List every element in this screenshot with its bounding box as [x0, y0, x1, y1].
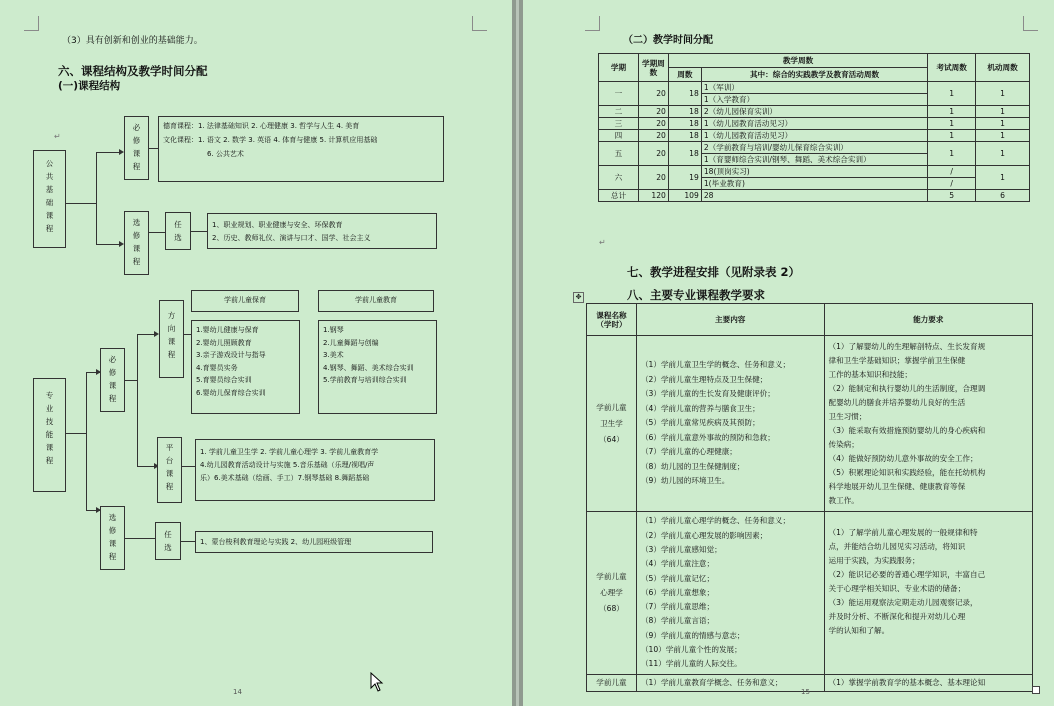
course-name-line: 心理学 — [600, 588, 623, 597]
box-character: 础 — [45, 198, 54, 207]
public-limited-elective-box — [165, 212, 191, 250]
exam-weeks-cell: 1 — [928, 106, 976, 118]
content-line: （8）学前儿童言语； — [640, 616, 715, 626]
list-line: 2、历史、教师礼仪、演讲与口才、国学、社会主义 — [212, 234, 371, 242]
ability-line: （2）能制定和执行婴幼儿的生活制度，合理调 — [828, 383, 986, 393]
connector — [86, 372, 87, 510]
term-cell: 总计 — [599, 190, 639, 202]
flexible-weeks-cell: 6 — [976, 190, 1030, 202]
box-character: 共 — [45, 172, 54, 181]
page-number: 15 — [801, 688, 810, 696]
box-character: 选 — [164, 543, 172, 552]
practice-weeks-cell: 1（入学教育） — [701, 94, 927, 106]
term-weeks-cell: 20 — [638, 166, 668, 190]
content-line: （8）幼儿园的卫生保健制度； — [640, 461, 745, 471]
ability-line: （3）能采取有效措施预防婴幼儿的身心疾病和 — [828, 425, 986, 435]
header-flexible-weeks: 机动周数 — [976, 54, 1030, 82]
header-teaching-weeks: 教学周数 — [668, 54, 927, 68]
box-character: 任 — [164, 530, 172, 539]
direction-courses-box — [159, 300, 184, 378]
term-cell: 四 — [599, 130, 639, 142]
connector — [181, 541, 195, 542]
list-item: 1.婴幼儿健康与保育 — [196, 326, 259, 334]
box-character: 程 — [165, 482, 174, 491]
box-character: 选 — [108, 513, 117, 522]
table-row — [587, 336, 1033, 512]
flexible-weeks-cell: 1 — [976, 142, 1030, 166]
box-character: 程 — [132, 257, 141, 266]
list-item: 3.亲子游戏设计与指导 — [196, 351, 266, 360]
platform-courses-list — [195, 439, 435, 501]
exam-weeks-cell: 1 — [928, 130, 976, 142]
content-line: （7）学前儿童的心理健康； — [640, 447, 737, 457]
direction-list-education — [318, 320, 437, 414]
practice-weeks-cell: 2（学前教育与培训/婴幼儿保育综合实训） — [701, 142, 927, 154]
box-character: 程 — [108, 394, 117, 403]
list-item: 6.婴幼儿保育综合实训 — [196, 388, 266, 397]
margin-mark-top-left — [585, 16, 600, 31]
section-heading-6: 六、课程结构及教学时间分配 — [58, 64, 208, 78]
public-elective-box — [124, 211, 149, 275]
course-name-line: 学前儿童 — [596, 678, 627, 687]
document-page-left — [0, 0, 512, 706]
box-character: 程 — [132, 162, 141, 171]
content-line: （3）学前儿童的生长发育及健康评价； — [640, 389, 775, 399]
content-line: （1）学前儿童教育学概念、任务和意义； — [640, 677, 783, 687]
box-character: 业 — [45, 404, 54, 413]
practice-weeks-cell: 18(顶岗实习) — [701, 166, 927, 178]
teaching-weeks-cell: 18 — [668, 82, 701, 106]
ability-line: 教工作。 — [828, 495, 859, 505]
ability-line: （3）能运用观察法定期走动儿园观察记录， — [828, 598, 978, 607]
connector — [191, 231, 207, 232]
box-character: 课 — [165, 469, 174, 478]
practice-weeks-cell: 1（育婴师综合实训/钢琴、舞蹈、美术综合实训） — [701, 154, 927, 166]
table-row — [599, 106, 1030, 118]
box-character: 课 — [167, 337, 176, 346]
teaching-weeks-cell: 18 — [668, 106, 701, 118]
connector — [125, 380, 137, 381]
flexible-weeks-cell: 1 — [976, 106, 1030, 118]
header-main-content: 主要内容 — [636, 304, 824, 336]
term-weeks-cell: 20 — [638, 130, 668, 142]
teaching-time-table — [598, 53, 1030, 202]
content-line: （9）幼儿园的环境卫生。 — [640, 476, 730, 486]
flexible-weeks-cell: 1 — [976, 82, 1030, 106]
box-character: 必 — [132, 123, 141, 132]
practice-weeks-cell: 1（幼儿园教育活动见习） — [701, 130, 927, 142]
table-row — [599, 190, 1030, 202]
public-basic-courses-box — [33, 150, 66, 248]
box-character: 能 — [45, 430, 54, 439]
ability-line: （1）掌握学前教育学的基本概念、基本理论知 — [828, 678, 986, 687]
table-row — [599, 142, 1030, 154]
term-cell: 六 — [599, 166, 639, 190]
box-character: 程 — [167, 350, 176, 359]
content-line: （2）学前儿童生理特点及卫生保健； — [640, 374, 768, 384]
practice-weeks-cell: 1(毕业教育) — [701, 178, 927, 190]
list-item: 5.学前教育与培训综合实训 — [323, 376, 407, 385]
public-elective-list — [207, 213, 437, 249]
major-required-box — [100, 348, 125, 412]
content-line: （5）学前儿童常见疾病及其预防； — [640, 418, 760, 428]
ability-line: 运用于实践，为实践服务； — [828, 556, 920, 565]
box-character: 方 — [167, 311, 176, 320]
teaching-weeks-cell: 18 — [668, 142, 701, 166]
course-name-line: （64） — [599, 434, 624, 444]
header-term: 学期 — [599, 54, 639, 82]
header-weeks: 周数 — [668, 68, 701, 82]
list-item: 2.婴幼儿照顾教育 — [196, 338, 252, 347]
table-resize-handle[interactable] — [1032, 686, 1040, 694]
document-page-right — [523, 0, 1054, 706]
box-character: 修 — [108, 526, 117, 535]
practice-weeks-cell: 1（军训） — [701, 82, 927, 94]
connector — [184, 334, 191, 335]
list-item: 1.钢琴 — [323, 326, 344, 334]
term-weeks-cell: 120 — [638, 190, 668, 202]
ability-line: 配婴幼儿的膳食并培养婴幼儿良好的生活 — [828, 397, 966, 407]
connector — [125, 538, 155, 539]
ability-line: 并及时分析、不断深化和提升对幼儿心理 — [828, 612, 966, 621]
practice-weeks-cell: 28 — [701, 190, 927, 202]
teaching-weeks-cell: 19 — [668, 166, 701, 190]
header-term-weeks: 学期周数 — [638, 54, 668, 82]
content-line: （6）学前儿童意外事故的预防和急救； — [640, 432, 775, 442]
practice-weeks-cell: 2（幼儿园保育实训） — [701, 106, 927, 118]
content-line: （3）学前儿童感知觉； — [640, 544, 722, 554]
professional-skill-courses-box — [33, 378, 66, 492]
content-line: （7）学前儿童思维； — [640, 602, 715, 612]
connector — [149, 148, 158, 149]
box-character: 技 — [45, 417, 54, 426]
box-character: 专 — [45, 391, 54, 400]
content-line: （1）学前儿童卫生学的概念、任务和意义； — [640, 360, 791, 370]
list-item: 4.钢琴、舞蹈、美术综合实训 — [323, 363, 414, 372]
table-row — [599, 118, 1030, 130]
course-content-cell — [636, 675, 824, 692]
table-move-handle-icon[interactable]: ✥ — [573, 292, 584, 303]
platform-courses-box — [157, 437, 182, 503]
course-name-cell — [587, 512, 637, 675]
box-character: 公 — [45, 159, 54, 168]
table-row — [599, 130, 1030, 142]
flexible-weeks-cell: 1 — [976, 166, 1030, 190]
teaching-weeks-cell: 109 — [668, 190, 701, 202]
ability-line: 传染病； — [828, 439, 859, 449]
course-name-cell — [587, 336, 637, 512]
header-ability-requirements: 能力要求 — [824, 304, 1033, 336]
box-character: 修 — [132, 136, 141, 145]
major-limited-elective-box — [155, 522, 181, 560]
exam-weeks-cell: 5 — [928, 190, 976, 202]
term-cell: 三 — [599, 118, 639, 130]
flexible-weeks-cell: 1 — [976, 130, 1030, 142]
box-character: 课 — [45, 443, 54, 452]
list-line: 乐）6.美术基础（绘画、手工）7.钢琴基础 8.舞蹈基础 — [200, 474, 370, 482]
ability-line: （1）了解学前儿童心理发展的一般规律和特 — [828, 528, 978, 537]
practice-weeks-cell: 1（幼儿园教育活动见习） — [701, 118, 927, 130]
content-line: （9）学前儿童的情感与意志； — [640, 630, 745, 640]
connector — [66, 203, 96, 204]
paragraph-mark: ↵ — [599, 238, 606, 247]
direction-title-education: 学前儿童教育 — [318, 290, 434, 312]
term-weeks-cell: 20 — [638, 142, 668, 166]
subheading-course-structure: (一)课程结构 — [58, 80, 121, 92]
connector — [182, 466, 195, 467]
course-name-cell — [587, 675, 637, 692]
page-number: 14 — [233, 688, 242, 696]
course-ability-cell — [824, 512, 1033, 675]
section-heading-8: 八、主要专业课程教学要求 — [627, 288, 765, 302]
mouse-cursor-icon — [370, 672, 384, 692]
course-content-cell — [636, 512, 824, 675]
content-line: （11）学前儿童的人际交往。 — [640, 659, 742, 669]
paragraph-mark: ↵ — [54, 132, 61, 141]
public-required-box — [124, 116, 149, 180]
course-name-line: （68） — [599, 604, 624, 613]
ability-line: （1）了解婴幼儿的生理解剖特点、生长发育规 — [828, 341, 986, 351]
main-courses-table — [586, 303, 1033, 692]
margin-mark-top-left — [24, 16, 39, 31]
content-line: （4）学前儿童的营养与膳食卫生； — [640, 403, 760, 413]
teaching-weeks-cell: 18 — [668, 130, 701, 142]
list-item: 4.育婴员实务 — [196, 363, 238, 372]
box-character: 课 — [108, 381, 117, 390]
list-line: 4.幼儿园教育活动设计与实施 5.音乐基础（乐理/视唱/声 — [200, 461, 375, 469]
direction-title-childcare: 学前儿童保育 — [191, 290, 299, 312]
flexible-weeks-cell: 1 — [976, 118, 1030, 130]
term-cell: 五 — [599, 142, 639, 166]
list-item: 2.儿童舞蹈与创编 — [323, 338, 379, 347]
table-row — [599, 166, 1030, 178]
content-line: （2）学前儿童心理发展的影响因素； — [640, 530, 768, 540]
connector — [149, 232, 165, 233]
ability-line: （5）积累理论知识和实践经验，能在托幼机构 — [828, 467, 986, 477]
list-line: 1、职业规划、职业健康与安全、环保教育 — [212, 221, 343, 229]
ability-line: 工作的基本知识和技能； — [828, 369, 913, 379]
exam-weeks-cell: 1 — [928, 118, 976, 130]
ability-line: 学的认知和了解。 — [828, 626, 890, 635]
exam-weeks-cell: 1 — [928, 82, 976, 106]
table-row — [599, 82, 1030, 94]
box-character: 必 — [108, 355, 117, 364]
ability-line: （4）能做好预防幼儿意外事故的安全工作； — [828, 453, 978, 463]
list-line: 1. 学前儿童卫生学 2. 学前儿童心理学 3. 学前儿童教育学 — [200, 448, 379, 456]
box-character: 课 — [132, 149, 141, 158]
table-row — [587, 512, 1033, 675]
ability-line: 科学地展开幼儿卫生保健、健康教育等保 — [828, 481, 966, 491]
box-character: 程 — [45, 224, 54, 233]
margin-mark-top-right — [472, 16, 487, 31]
box-character: 修 — [108, 368, 117, 377]
box-character: 选 — [174, 233, 182, 242]
box-character: 向 — [167, 324, 176, 333]
course-name-line: 卫生学 — [600, 418, 623, 428]
box-character: 修 — [132, 231, 141, 240]
box-character: 选 — [132, 218, 141, 227]
box-character: 程 — [108, 552, 117, 561]
term-cell: 二 — [599, 106, 639, 118]
content-line: （4）学前儿童注意； — [640, 559, 715, 569]
term-weeks-cell: 20 — [638, 82, 668, 106]
box-character: 台 — [165, 456, 174, 465]
list-line: 德育课程：1. 法律基础知识 2. 心理健康 3. 哲学与人生 4. 美育 — [163, 122, 360, 130]
list-line: 文化课程：1. 语文 2. 数学 3. 英语 4. 体育与健康 5. 计算机应用基础 — [163, 136, 378, 144]
ability-line: （2）能识记必要的普通心理学知识，丰富自己 — [828, 570, 986, 579]
term-weeks-cell: 20 — [638, 106, 668, 118]
box-character: 课 — [45, 211, 54, 220]
content-line: （6）学前儿童想象； — [640, 587, 715, 597]
box-character: 基 — [45, 185, 54, 194]
connector — [137, 334, 138, 466]
list-item: 5.育婴员综合实训 — [196, 376, 252, 385]
page-gutter — [512, 0, 523, 706]
content-line: （10）学前儿童个性的发展； — [640, 645, 742, 655]
box-character: 任 — [174, 220, 182, 229]
margin-mark-top-right — [1023, 16, 1038, 31]
ability-line: 卫生习惯； — [828, 411, 867, 421]
ability-line: 律和卫生学基础知识；掌握学前卫生保健 — [828, 355, 966, 365]
list-item: 3.美术 — [323, 351, 344, 360]
header-exam-weeks: 考试周数 — [928, 54, 976, 82]
content-line: （5）学前儿童记忆； — [640, 573, 715, 583]
exam-weeks-cell: / — [928, 166, 976, 178]
course-name-line: 学前儿童 — [596, 402, 627, 412]
connector — [66, 433, 86, 434]
box-character: 平 — [165, 443, 174, 452]
direction-list-childcare — [191, 320, 300, 414]
teaching-weeks-cell: 18 — [668, 118, 701, 130]
subheading-time-allocation: （二）教学时间分配 — [623, 35, 713, 46]
course-content-cell — [636, 336, 824, 512]
box-character: 程 — [45, 456, 54, 465]
term-weeks-cell: 20 — [638, 118, 668, 130]
header-course-name: 课程名称（学时） — [587, 304, 637, 336]
major-elective-box — [100, 506, 125, 570]
list-line: 6. 公共艺术 — [207, 150, 244, 158]
exam-weeks-cell: 1 — [928, 142, 976, 166]
box-character: 课 — [108, 539, 117, 548]
header-practice: 其中：综合的实践教学及教育活动周数 — [701, 68, 927, 82]
section-heading-7: 七、教学进程安排（见附录表 2） — [627, 265, 801, 279]
box-character: 课 — [132, 244, 141, 253]
ability-line: 关于心理学相关知识、专业术语的储备； — [828, 584, 966, 593]
content-line: （1）学前儿童心理学的概念、任务和意义； — [640, 516, 791, 526]
intro-line: （3）具有创新和创业的基础能力。 — [62, 36, 203, 46]
connector — [96, 152, 97, 244]
ability-line: 点，并能结合幼儿园见实习活动，将知识 — [828, 542, 966, 551]
term-cell: 一 — [599, 82, 639, 106]
course-name-line: 学前儿童 — [596, 572, 627, 581]
public-required-list — [158, 116, 444, 182]
major-elective-list: 1、蒙台梭利教育理论与实践 2、幼儿园班级管理 — [195, 531, 433, 553]
exam-weeks-cell: / — [928, 178, 976, 190]
course-ability-cell — [824, 675, 1033, 692]
course-ability-cell — [824, 336, 1033, 512]
